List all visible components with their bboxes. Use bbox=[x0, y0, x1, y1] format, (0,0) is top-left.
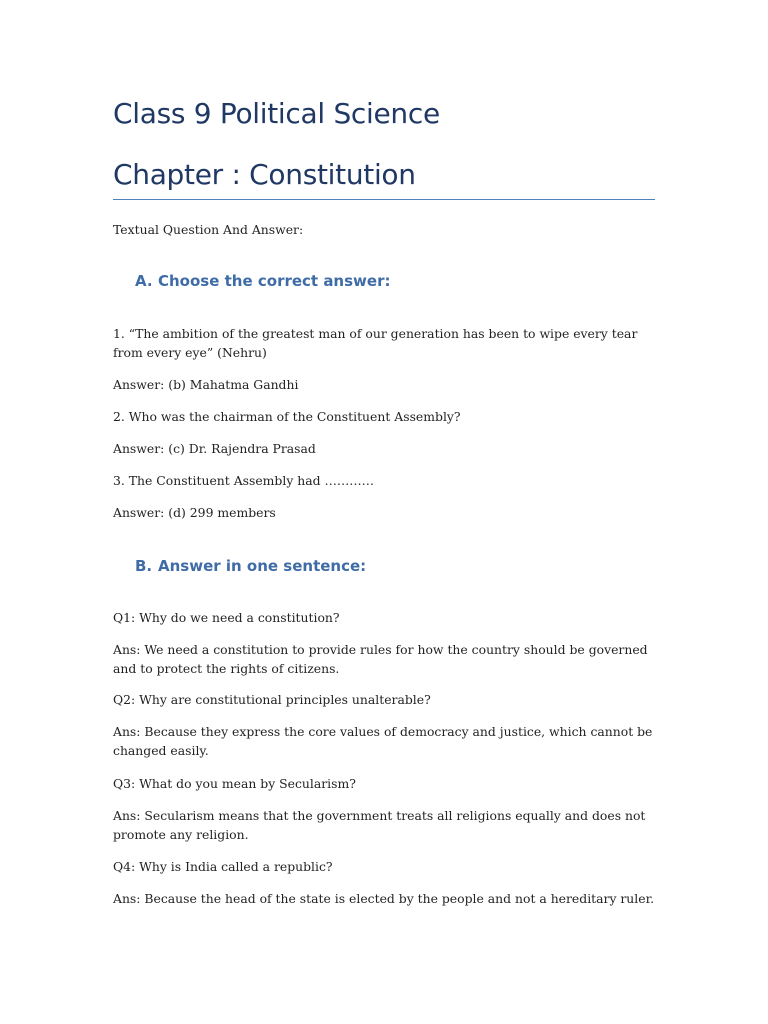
section-b-title: Answer in one sentence: bbox=[158, 557, 367, 575]
section-a-heading bbox=[135, 272, 390, 290]
section-b-heading bbox=[135, 557, 366, 575]
intro-text: Textual Question And Answer: bbox=[113, 222, 304, 237]
title-divider bbox=[113, 199, 655, 200]
chapter-title: Chapter : Constitution bbox=[113, 158, 416, 191]
question-2: 2. Who was the chairman of the Constituent Assembly? bbox=[113, 409, 461, 424]
answer-3: Answer: (d) 299 members bbox=[113, 505, 276, 520]
section-b-letter: B. bbox=[135, 557, 153, 575]
document-title: Class 9 Political Science bbox=[113, 97, 440, 130]
b-answer-4: Ans: Because the head of the state is elected by the people and not a hereditary ruler. bbox=[113, 891, 655, 906]
section-a-title: Choose the correct answer: bbox=[158, 272, 391, 290]
answer-1: Answer: (b) Mahatma Gandhi bbox=[113, 377, 299, 392]
section-a-letter: A. bbox=[135, 272, 153, 290]
question-1: 1. “The ambition of the greatest man of our generation has been to wipe every tear from every eye” (Nehru) bbox=[113, 326, 638, 360]
answer-2: Answer: (c) Dr. Rajendra Prasad bbox=[113, 441, 316, 456]
b-answer-1: Ans: We need a constitution to provide rules for how the country should be governed and to protect the rights of citizens. bbox=[113, 642, 648, 676]
b-question-2: Q2: Why are constitutional principles unalterable? bbox=[113, 692, 431, 707]
b-question-4: Q4: Why is India called a republic? bbox=[113, 859, 333, 874]
b-question-3: Q3: What do you mean by Secularism? bbox=[113, 776, 356, 791]
question-3: 3. The Constituent Assembly had ………… bbox=[113, 473, 375, 488]
b-answer-3: Ans: Secularism means that the government treats all religions equally and does not promote any religion. bbox=[113, 808, 646, 842]
b-answer-2: Ans: Because they express the core values of democracy and justice, which cannot be changed easily. bbox=[113, 724, 653, 758]
b-question-1: Q1: Why do we need a constitution? bbox=[113, 610, 340, 625]
